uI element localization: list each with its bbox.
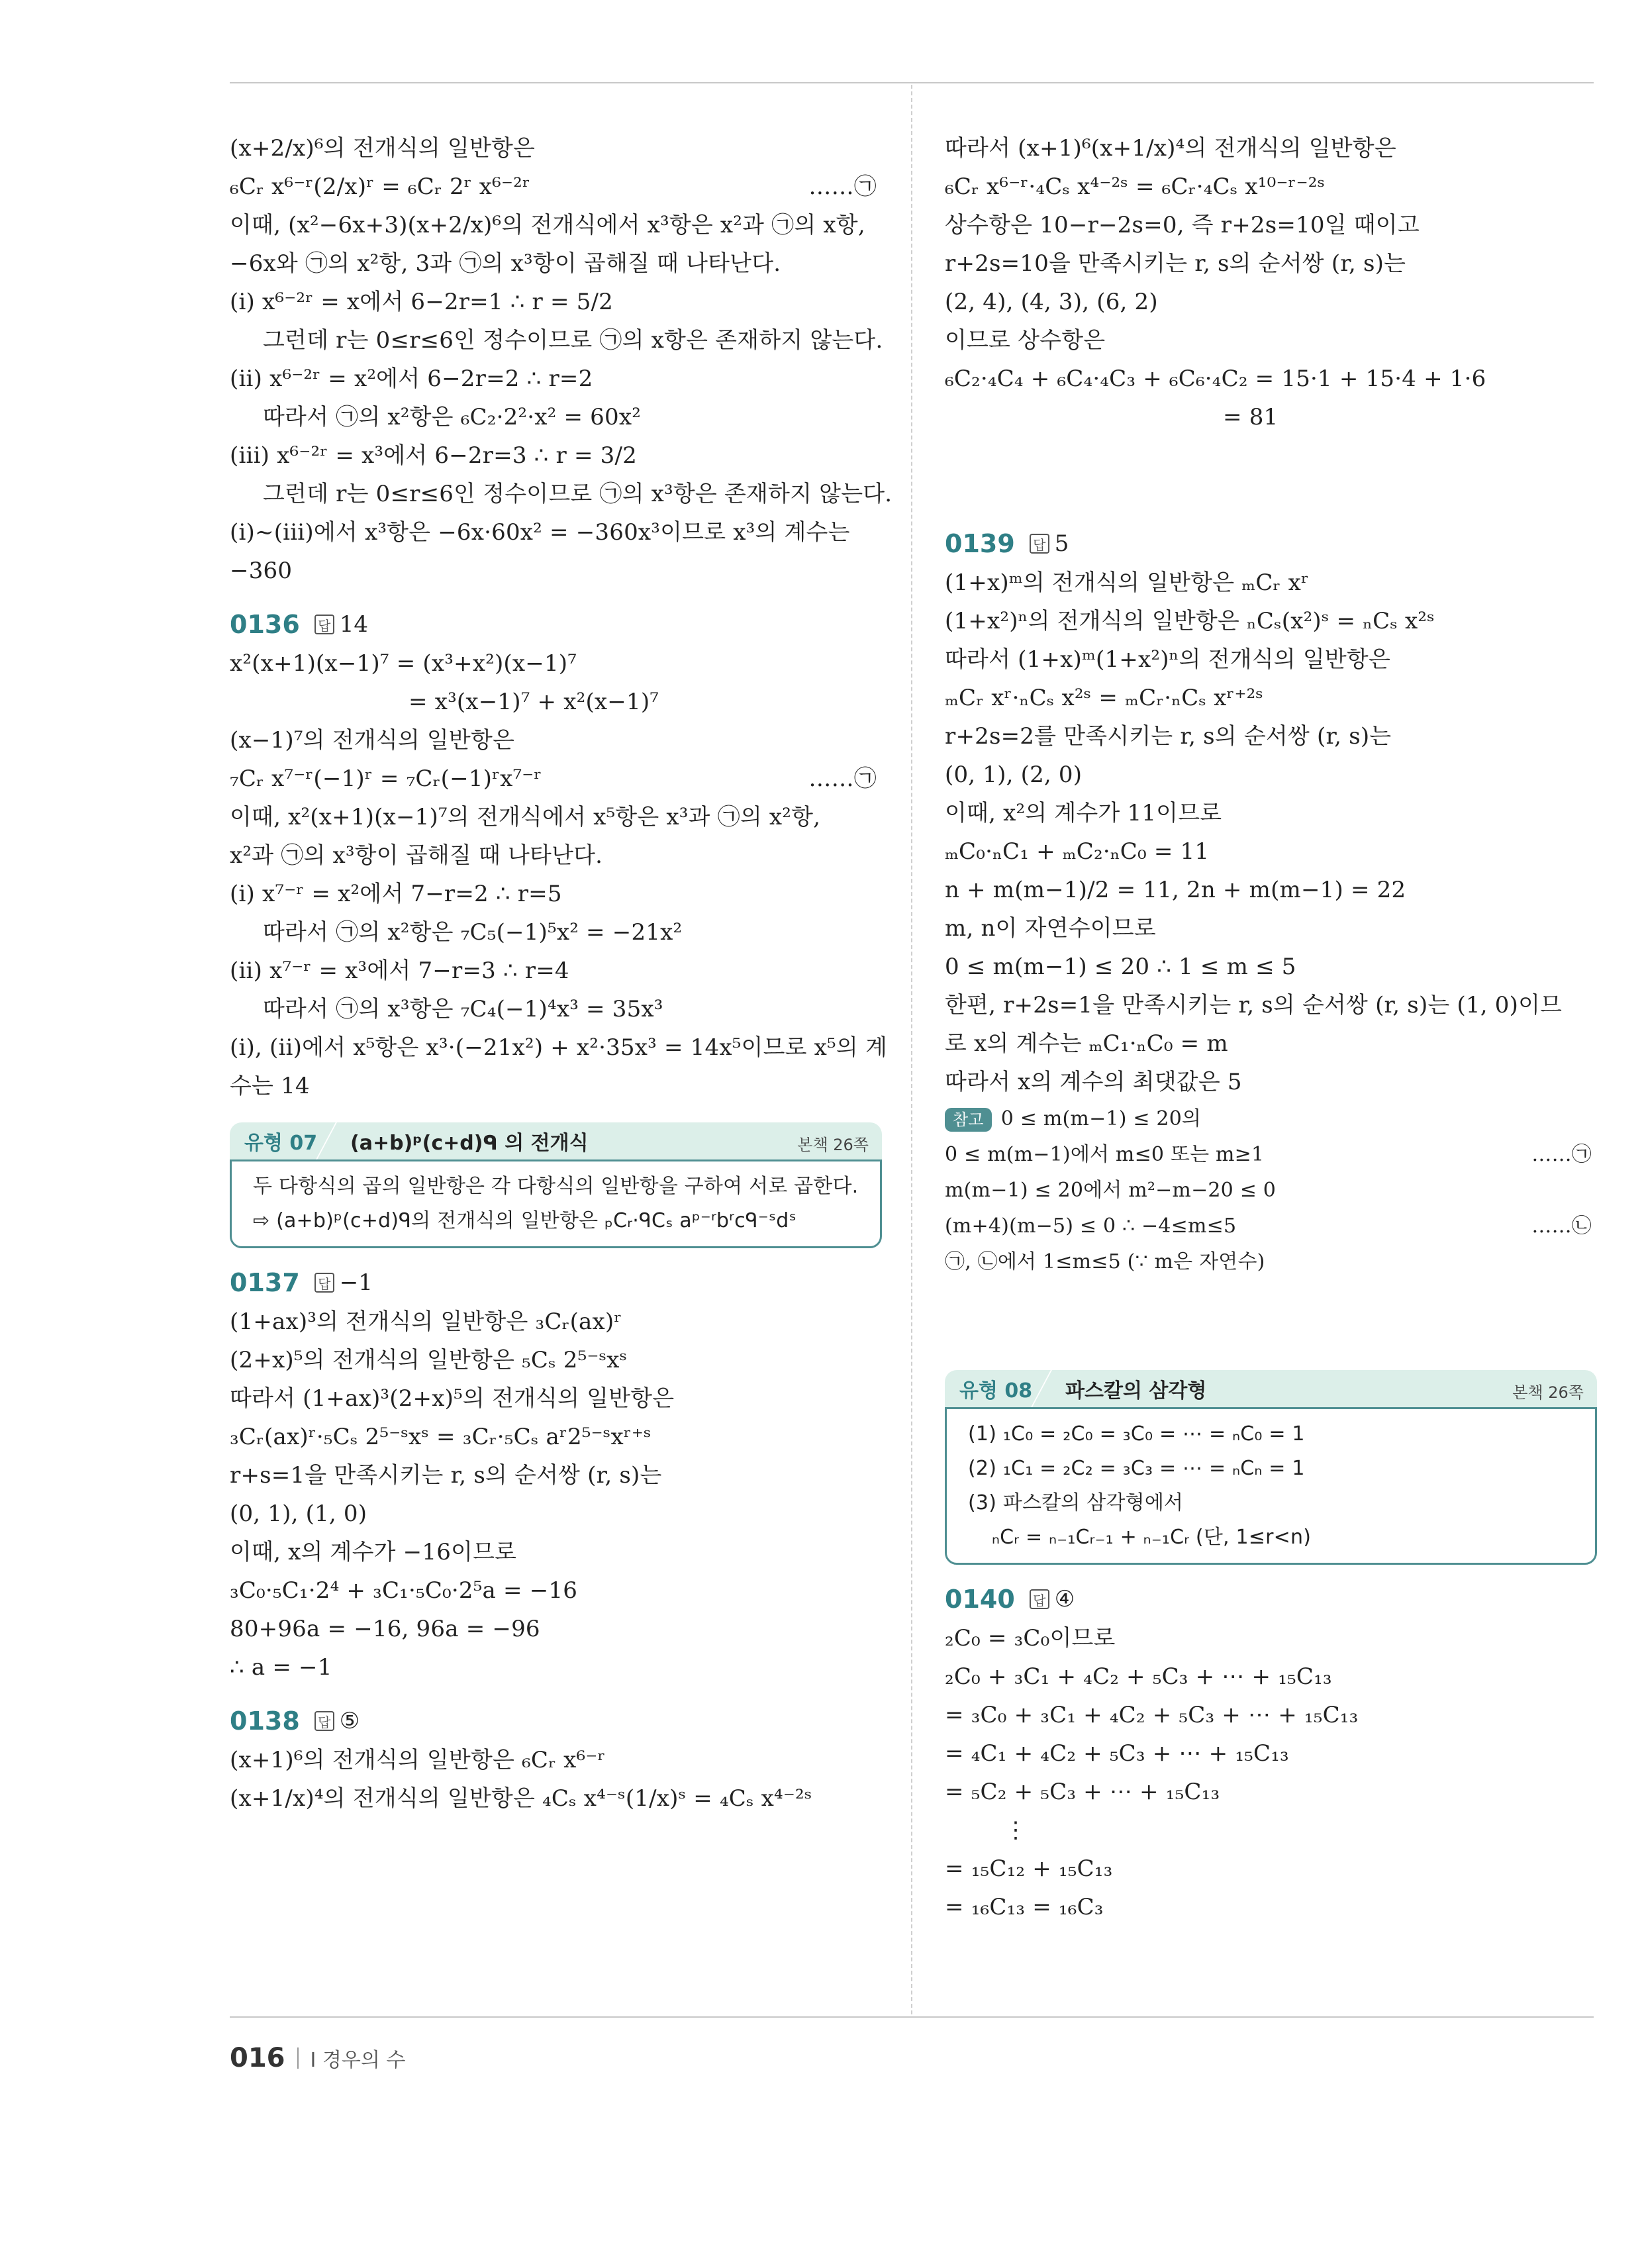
text-line: (i) x⁶⁻²ʳ = x에서 6−2r=1 ∴ r = 5/2 [230,289,614,315]
text-line: 이때, (x²−6x+3)(x+2/x)⁶의 전개식에서 x³항은 x²과 ㉠의 x항, [230,212,865,238]
text-line: (1+x)ᵐ의 전개식의 일반항은 ₘCᵣ xʳ [945,569,1309,596]
type-box-07 [230,1122,882,1248]
text-line: 상수항은 10−r−2s=0, 즉 r+2s=10일 때이고 [945,212,1420,238]
text-line: (3) 파스칼의 삼각형에서 [968,1491,1184,1514]
text-line: (1+ax)³의 전개식의 일반항은 ₃Cᵣ(ax)ʳ [230,1308,622,1335]
text-line: 이때, x의 계수가 −16이므로 [230,1539,517,1565]
type-reference: 본책 26쪽 [797,1136,869,1154]
text-line: m, n이 자연수이므로 [945,915,1156,942]
text-line: ₆C₂·₄C₄ + ₆C₄·₄C₃ + ₆C₆·₄C₂ = 15·1 + 15·4 + 1·6 [945,366,1486,392]
problem-number: 0138 [230,1706,300,1736]
type-content [230,1159,882,1248]
text: (m+4)(m−5) ≤ 0 ∴ −4≤m≤5 [945,1214,1237,1238]
text-line: = 81 [1223,404,1279,430]
text-line: (1+x²)ⁿ의 전개식의 일반항은 ₙCₛ(x²)ˢ = ₙCₛ x²ˢ [945,608,1435,634]
answer-icon: 답 [1030,1589,1049,1609]
text-line: = ₃C₀ + ₃C₁ + ₄C₂ + ₅C₃ + ⋯ + ₁₅C₁₃ [945,1702,1359,1728]
answer-icon: 답 [314,1273,334,1293]
problem-header-0138 [230,1701,882,1741]
text-line: ₃Cᵣ(ax)ʳ·₅Cₛ 2⁵⁻ˢxˢ = ₃Cᵣ·₅Cₛ aʳ2⁵⁻ˢxʳ⁺ˢ [230,1424,652,1450]
text-line: ∴ a = −1 [230,1654,332,1681]
column-divider [911,85,912,2014]
answer-value: −1 [339,1269,373,1296]
text-line: (2, 4), (4, 3), (6, 2) [945,289,1158,315]
tag-nieun: ……㉡ [1531,1214,1592,1238]
answer-value: ④ [1054,1586,1075,1612]
text-line: ₘCᵣ xʳ·ₙCₛ x²ˢ = ₘCᵣ·ₙCₛ xʳ⁺²ˢ [945,685,1264,711]
problem-header-0140 [945,1579,1597,1619]
problem-number: 0136 [230,610,300,639]
text-line: n + m(m−1)/2 = 11, 2n + m(m−1) = 22 [945,877,1406,903]
text-line: (ii) x⁷⁻ʳ = x³에서 7−r=3 ∴ r=4 [230,958,569,984]
answer-value: 14 [339,611,369,638]
text-line: ₂C₀ + ₃C₁ + ₄C₂ + ₅C₃ + ⋯ + ₁₅C₁₃ [945,1663,1332,1690]
text: ₇Cᵣ x⁷⁻ʳ(−1)ʳ = ₇Cᵣ(−1)ʳx⁷⁻ʳ [230,765,542,792]
problem-number: 0137 [230,1268,300,1297]
answer-icon: 답 [314,1711,334,1731]
text-line: −6x와 ㉠의 x²항, 3과 ㉠의 x³항이 곱해질 때 나타난다. [230,250,781,277]
tag-giyeok: ……㉠ [808,765,877,792]
text-line: 두 다항식의 곱의 일반항은 각 다항식의 일반항을 구하여 서로 곱한다. [253,1175,859,1198]
text-line: = ₅C₂ + ₅C₃ + ⋯ + ₁₅C₁₃ [945,1779,1220,1805]
type-reference: 본책 26쪽 [1512,1383,1584,1402]
text-line: 로 x의 계수는 ₘC₁·ₙC₀ = m [945,1030,1228,1057]
text-line: (2) ₁C₁ = ₂C₂ = ₃C₃ = ⋯ = ₙCₙ = 1 [968,1457,1305,1480]
text-line: r+2s=10을 만족시키는 r, s의 순서쌍 (r, s)는 [945,250,1406,277]
problem-header-0137 [230,1263,882,1303]
text-line: r+s=1을 만족시키는 r, s의 순서쌍 (r, s)는 [230,1462,662,1489]
text-line: (0, 1), (1, 0) [230,1501,367,1527]
text-line: 80+96a = −16, 96a = −96 [230,1616,540,1642]
text-line: (2+x)⁵의 전개식의 일반항은 ₅Cₛ 2⁵⁻ˢxˢ [230,1347,628,1373]
note-line [945,1208,1597,1244]
text-line: (x+1)⁶의 전개식의 일반항은 ₆Cᵣ x⁶⁻ʳ [230,1747,606,1773]
type-title: 파스칼의 삼각형 [1065,1379,1207,1403]
text-line: 따라서 x의 계수의 최댓값은 5 [945,1069,1242,1095]
spacer [945,436,1597,509]
text-line: ₘC₀·ₙC₁ + ₘC₂·ₙC₀ = 11 [945,838,1210,865]
problem-number: 0139 [945,529,1015,558]
page-footer [230,2043,405,2073]
text-line: = x³(x−1)⁷ + x²(x−1)⁷ [409,689,659,715]
text-line: 그런데 r는 0≤r≤6인 정수이므로 ㉠의 x³항은 존재하지 않는다. [263,481,893,507]
text-line: x²과 ㉠의 x³항이 곱해질 때 나타난다. [230,842,603,869]
text-line: (x−1)⁷의 전개식의 일반항은 [230,727,515,754]
text-line: 따라서 (x+1)⁶(x+1/x)⁴의 전개식의 일반항은 [945,135,1396,162]
footer-separator [297,2047,299,2069]
text-line: (1) ₁C₀ = ₂C₀ = ₃C₀ = ⋯ = ₙC₀ = 1 [968,1422,1305,1446]
type-content [945,1407,1597,1565]
text-line: (ii) x⁶⁻²ʳ = x²에서 6−2r=2 ∴ r=2 [230,366,593,392]
text-line: x²(x+1)(x−1)⁷ = (x³+x²)(x−1)⁷ [230,650,577,677]
text-line: (i) x⁷⁻ʳ = x²에서 7−r=2 ∴ r=5 [230,881,562,907]
text-line: 따라서 (1+x)ᵐ(1+x²)ⁿ의 전개식의 일반항은 [945,646,1390,673]
text-line: 그런데 r는 0≤r≤6인 정수이므로 ㉠의 x항은 존재하지 않는다. [263,327,883,354]
text: ₆Cᵣ x⁶⁻ʳ(2/x)ʳ = ₆Cᵣ 2ʳ x⁶⁻²ʳ [230,173,530,200]
text-line [230,760,882,798]
text-line: = ₄C₁ + ₄C₂ + ₅C₃ + ⋯ + ₁₅C₁₃ [945,1740,1289,1767]
note-line [945,1137,1597,1173]
text-line: (x+2/x)⁶의 전개식의 일반항은 [230,135,536,162]
text-line: 따라서 ㉠의 x²항은 ₆C₂·2²·x² = 60x² [263,404,642,430]
spacer [945,1280,1597,1353]
text-line: (0, 1), (2, 0) [945,762,1083,788]
text-line: ⇨ (a+b)ᵖ(c+d)ᑫ의 전개식의 일반항은 ₚCᵣ·ᑫCₛ aᵖ⁻ʳbʳcᑫ⁻ˢdˢ [253,1209,797,1232]
type-bar [230,1122,882,1159]
tag-giyeok: ……㉠ [1531,1143,1592,1166]
text-line: −360 [230,558,293,584]
type-title: (a+b)ᵖ(c+d)ᑫ 의 전개식 [350,1132,589,1155]
vertical-ellipsis: ⋮ [1004,1817,1028,1844]
answer-icon: 답 [314,615,334,634]
text-line: = ₁₆C₁₃ = ₁₆C₃ [945,1894,1104,1920]
text-line: (iii) x⁶⁻²ʳ = x³에서 6−2r=3 ∴ r = 3/2 [230,442,637,469]
chapter-title: Ⅰ 경우의 수 [310,2049,406,2072]
text: 0 ≤ m(m−1)에서 m≤0 또는 m≥1 [945,1143,1265,1166]
problem-header-0139 [945,524,1597,564]
bottom-rule [230,2016,1594,2018]
text-line: (i)~(iii)에서 x³항은 −6x·60x² = −360x³이므로 x³의 계수는 [230,519,850,546]
text-line: (x+1/x)⁴의 전개식의 일반항은 ₄Cₛ x⁴⁻ˢ(1/x)ˢ = ₄Cₛ x⁴⁻²ˢ [230,1785,812,1812]
note-line: m(m−1) ≤ 20에서 m²−m−20 ≤ 0 [945,1179,1277,1202]
answer-value: 5 [1054,530,1069,557]
text-line: 한편, r+2s=1을 만족시키는 r, s의 순서쌍 (r, s)는 (1, 0)이므 [945,992,1563,1018]
text-line: ₂C₀ = ₃C₀이므로 [945,1625,1116,1652]
top-rule [230,82,1594,83]
text-line: 0 ≤ m(m−1) ≤ 20 ∴ 1 ≤ m ≤ 5 [945,954,1296,980]
text-line: 이때, x²(x+1)(x−1)⁷의 전개식에서 x⁵항은 x³과 ㉠의 x²항, [230,804,821,830]
type-label: 유형 07 [244,1132,318,1155]
note-line [945,1101,1597,1137]
text-line: ₆Cᵣ x⁶⁻ʳ·₄Cₛ x⁴⁻²ˢ = ₆Cᵣ·₄Cₛ x¹⁰⁻ʳ⁻²ˢ [945,173,1326,200]
type-box-08 [945,1370,1597,1565]
note-badge: 참고 [945,1108,992,1132]
text-line: 이때, x²의 계수가 11이므로 [945,800,1222,826]
right-column [945,129,1597,1926]
text-line: 따라서 ㉠의 x²항은 ₇C₅(−1)⁵x² = −21x² [263,919,683,946]
text-line: 따라서 ㉠의 x³항은 ₇C₄(−1)⁴x³ = 35x³ [263,996,663,1022]
text-line: ₙCᵣ = ₙ₋₁Cᵣ₋₁ + ₙ₋₁Cᵣ (단, 1≤r<n) [992,1526,1312,1549]
text-line: r+2s=2를 만족시키는 r, s의 순서쌍 (r, s)는 [945,723,1392,750]
answer-icon: 답 [1030,534,1049,554]
left-column [230,129,893,1818]
text-line: 수는 14 [230,1073,310,1099]
text-line: = ₁₅C₁₂ + ₁₅C₁₃ [945,1855,1113,1882]
text-line: 따라서 (1+ax)³(2+x)⁵의 전개식의 일반항은 [230,1385,675,1412]
problem-number: 0140 [945,1585,1015,1614]
text-line: (i), (ii)에서 x⁵항은 x³·(−21x²) + x²·35x³ = 14x⁵이므로 x⁵의 계 [230,1034,887,1061]
text-line: 이므로 상수항은 [945,327,1106,354]
text-line [230,168,882,206]
tag-giyeok: ……㉠ [808,173,877,200]
note-line: ㉠, ㉡에서 1≤m≤5 (∵ m은 자연수) [945,1250,1265,1273]
type-bar [945,1370,1597,1407]
problem-header-0136 [230,605,882,644]
type-label: 유형 08 [959,1379,1033,1403]
text-line: ₃C₀·₅C₁·2⁴ + ₃C₁·₅C₀·2⁵a = −16 [230,1577,578,1604]
page-number: 016 [230,2043,285,2073]
answer-value: ⑤ [339,1708,360,1734]
text: 0 ≤ m(m−1) ≤ 20의 [1000,1107,1202,1130]
